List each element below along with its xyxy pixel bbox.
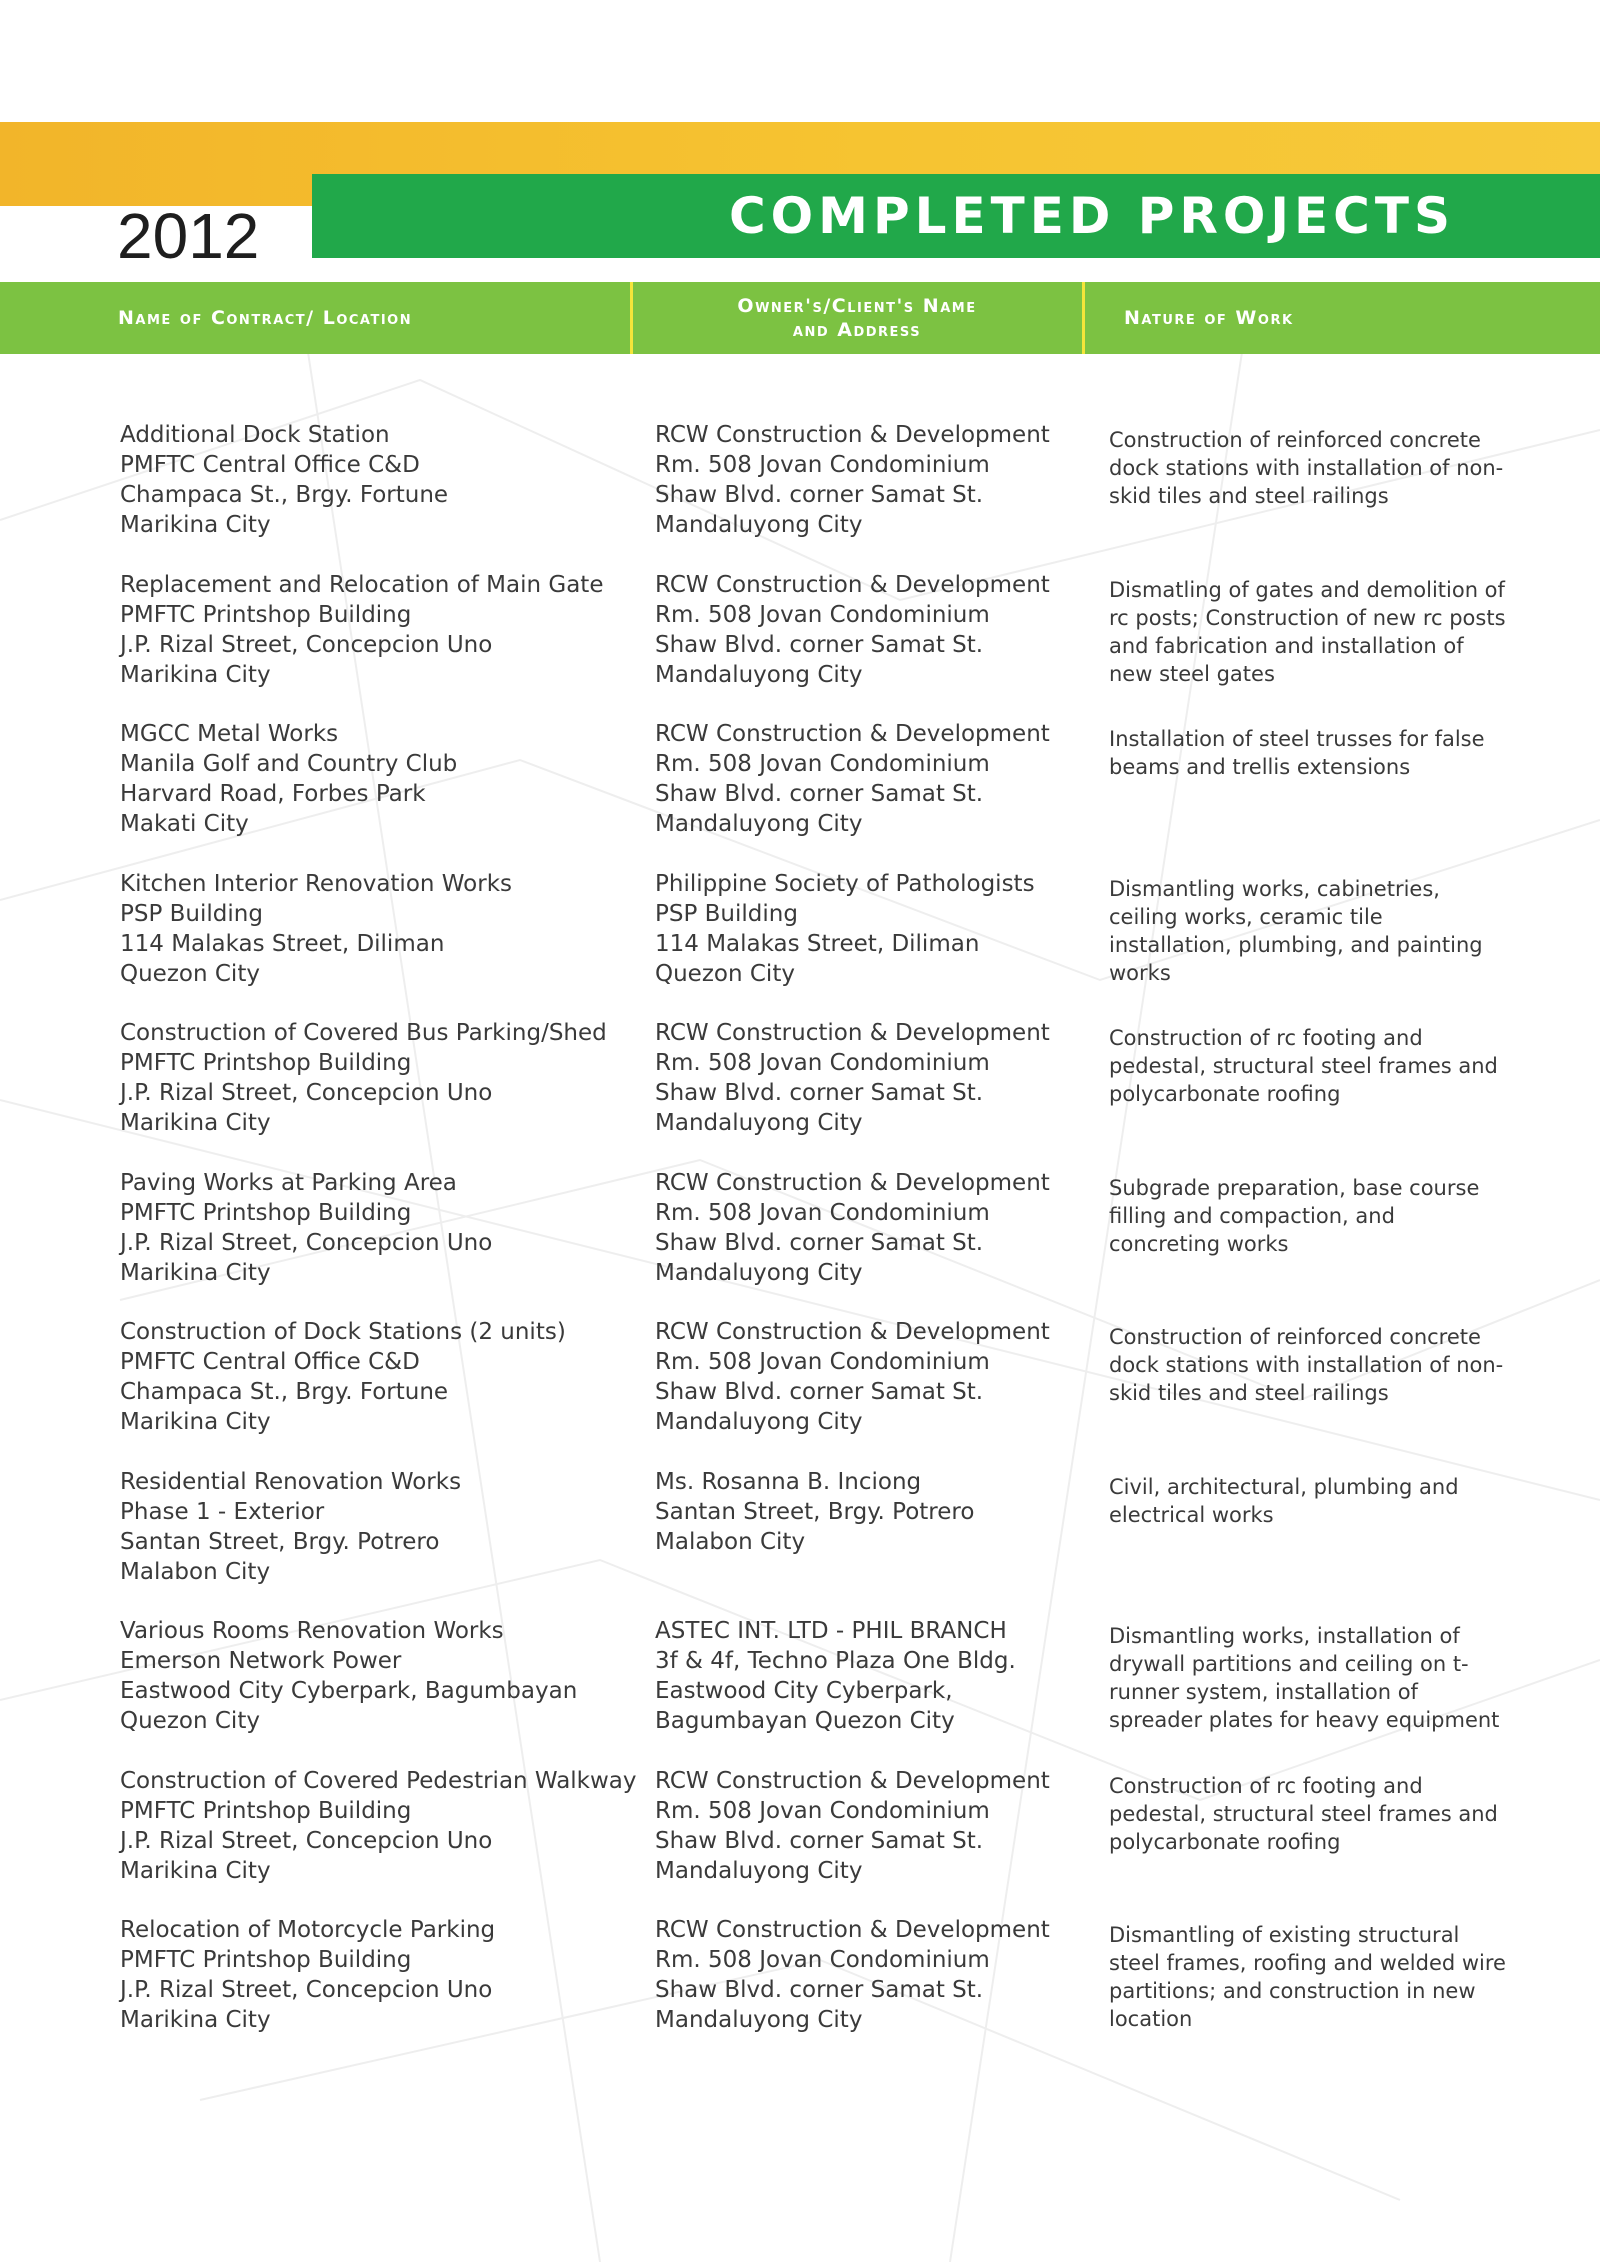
owner-line: Rm. 508 Jovan Condominium (655, 1947, 990, 1973)
contract-line: Construction of Covered Pedestrian Walkway (120, 1768, 637, 1794)
owner-line: Mandaluyong City (655, 1110, 863, 1136)
contract-line: Champaca St., Brgy. Fortune (120, 482, 449, 508)
nature-of-work: Dismantling of existing structural steel frames, roofing and welded wire partitions; and construction in new location (1109, 1923, 1506, 2031)
contract-line: J.P. Rizal Street, Concepcion Uno (120, 1977, 493, 2003)
owner-line: Mandaluyong City (655, 662, 863, 688)
contract-line: Construction of Covered Bus Parking/Shed (120, 1020, 607, 1046)
owner-line: Rm. 508 Jovan Condominium (655, 1200, 990, 1226)
owner-address (655, 1616, 1016, 1736)
column-header-contract: Name of Contract/ Location (118, 307, 413, 329)
nature-of-work: Construction of reinforced concrete dock stations with installation of non-skid tiles and steel railings (1109, 1325, 1504, 1405)
owner-line: Santan Street, Brgy. Potrero (655, 1499, 975, 1525)
contract-location (120, 1317, 566, 1437)
owner-line: Rm. 508 Jovan Condominium (655, 751, 990, 777)
owner-address (655, 1317, 1050, 1437)
page-title: COMPLETED PROJECTS (728, 187, 1455, 245)
nature-of-work: Installation of steel trusses for false beams and trellis extensions (1109, 727, 1485, 779)
owner-line: Philippine Society of Pathologists (655, 871, 1035, 897)
year-label: 2012 (117, 200, 260, 272)
owner-line: ASTEC INT. LTD - PHIL BRANCH (655, 1618, 1007, 1644)
owner-line: Mandaluyong City (655, 1409, 863, 1435)
nature-of-work: Subgrade preparation, base course filling and compaction, and concreting works (1109, 1176, 1480, 1256)
contract-location (120, 1766, 637, 1886)
owner-line: Rm. 508 Jovan Condominium (655, 452, 990, 478)
contract-line: Residential Renovation Works (120, 1469, 462, 1495)
owner-address (655, 1766, 1050, 1886)
contract-line: PMFTC Printshop Building (120, 1798, 412, 1824)
contract-line: Makati City (120, 811, 249, 837)
nature-of-work: Construction of reinforced concrete dock stations with installation of non-skid tiles and steel railings (1109, 428, 1504, 508)
contract-location (120, 1915, 495, 2035)
owner-line: Shaw Blvd. corner Samat St. (655, 632, 984, 658)
owner-line: RCW Construction & Development (655, 721, 1050, 747)
contract-line: 114 Malakas Street, Diliman (120, 931, 445, 957)
column-header-owner (632, 282, 1082, 354)
contract-location (120, 719, 457, 839)
owner-line: Rm. 508 Jovan Condominium (655, 602, 990, 628)
contract-line: PMFTC Printshop Building (120, 1200, 412, 1226)
owner-line: Mandaluyong City (655, 1858, 863, 1884)
owner-line: 3f & 4f, Techno Plaza One Bldg. (655, 1648, 1016, 1674)
column-header-owner-line1: Owner's/Client's Name (737, 295, 977, 317)
contract-location (120, 1168, 492, 1288)
contract-line: J.P. Rizal Street, Concepcion Uno (120, 1828, 493, 1854)
owner-line: Shaw Blvd. corner Samat St. (655, 1379, 984, 1405)
contract-location (120, 1018, 607, 1138)
owner-line: Malabon City (655, 1529, 806, 1555)
contract-location (120, 1467, 461, 1587)
owner-line: Rm. 508 Jovan Condominium (655, 1349, 990, 1375)
contract-line: Replacement and Relocation of Main Gate (120, 572, 604, 598)
contract-line: PMFTC Central Office C&D (120, 1349, 420, 1375)
owner-address (655, 1168, 1050, 1288)
contract-line: Santan Street, Brgy. Potrero (120, 1529, 440, 1555)
contract-line: Quezon City (120, 1708, 260, 1734)
owner-line: Bagumbayan Quezon City (655, 1708, 955, 1734)
contract-location (120, 570, 603, 690)
owner-line: RCW Construction & Development (655, 1319, 1050, 1345)
owner-address (655, 570, 1050, 690)
contract-line: Malabon City (120, 1559, 271, 1585)
column-header-bar (0, 282, 1600, 354)
contract-line: Marikina City (120, 1858, 271, 1884)
contract-line: MGCC Metal Works (120, 721, 339, 747)
contract-line: Various Rooms Renovation Works (120, 1618, 504, 1644)
owner-line: 114 Malakas Street, Diliman (655, 931, 980, 957)
contract-line: Champaca St., Brgy. Fortune (120, 1379, 449, 1405)
nature-of-work: Dismatling of gates and demolition of rc posts; Construction of new rc posts and fabrication and installation of new steel gates (1109, 578, 1506, 686)
owner-line: Shaw Blvd. corner Samat St. (655, 1828, 984, 1854)
owner-address (655, 420, 1050, 540)
column-header-nature: Nature of Work (1124, 307, 1294, 329)
header-divider (1082, 282, 1085, 354)
owner-line: Mandaluyong City (655, 2007, 863, 2033)
owner-line: Shaw Blvd. corner Samat St. (655, 1230, 984, 1256)
owner-address (655, 1018, 1050, 1138)
owner-line: Shaw Blvd. corner Samat St. (655, 1977, 984, 2003)
contract-line: J.P. Rizal Street, Concepcion Uno (120, 632, 493, 658)
owner-line: Shaw Blvd. corner Samat St. (655, 1080, 984, 1106)
contract-line: Phase 1 - Exterior (120, 1499, 325, 1525)
owner-line: Mandaluyong City (655, 512, 863, 538)
contract-line: J.P. Rizal Street, Concepcion Uno (120, 1080, 493, 1106)
owner-line: Rm. 508 Jovan Condominium (655, 1050, 990, 1076)
owner-line: PSP Building (655, 901, 798, 927)
contract-line: Additional Dock Station (120, 422, 390, 448)
contract-line: Marikina City (120, 1260, 271, 1286)
contract-line: Construction of Dock Stations (2 units) (120, 1319, 566, 1345)
contract-line: Relocation of Motorcycle Parking (120, 1917, 496, 1943)
nature-of-work: Construction of rc footing and pedestal, structural steel frames and polycarbonate roofing (1109, 1774, 1498, 1854)
contract-line: Harvard Road, Forbes Park (120, 781, 426, 807)
contract-location (120, 869, 512, 989)
contract-line: PMFTC Central Office C&D (120, 452, 420, 478)
owner-address (655, 1915, 1050, 2035)
nature-of-work: Construction of rc footing and pedestal, structural steel frames and polycarbonate roofing (1109, 1026, 1498, 1106)
contract-line: PMFTC Printshop Building (120, 1947, 412, 1973)
owner-address (655, 1467, 974, 1557)
owner-line: RCW Construction & Development (655, 572, 1050, 598)
contract-line: J.P. Rizal Street, Concepcion Uno (120, 1230, 493, 1256)
owner-line: Ms. Rosanna B. Inciong (655, 1469, 922, 1495)
nature-of-work: Dismantling works, installation of drywall partitions and ceiling on t-runner system, installation of spreader plates for heavy equipment (1109, 1624, 1500, 1732)
owner-line: Mandaluyong City (655, 811, 863, 837)
contract-line: PMFTC Printshop Building (120, 1050, 412, 1076)
contract-line: Emerson Network Power (120, 1648, 402, 1674)
owner-line: Eastwood City Cyberpark, (655, 1678, 953, 1704)
owner-line: Shaw Blvd. corner Samat St. (655, 482, 984, 508)
contract-line: Quezon City (120, 961, 260, 987)
title-banner (312, 174, 1600, 258)
owner-line: RCW Construction & Development (655, 1768, 1050, 1794)
contract-line: Marikina City (120, 512, 271, 538)
contract-line: Kitchen Interior Renovation Works (120, 871, 513, 897)
owner-line: RCW Construction & Development (655, 1020, 1050, 1046)
contract-line: PSP Building (120, 901, 263, 927)
owner-address (655, 719, 1050, 839)
owner-line: RCW Construction & Development (655, 1170, 1050, 1196)
owner-line: Rm. 508 Jovan Condominium (655, 1798, 990, 1824)
owner-line: RCW Construction & Development (655, 422, 1050, 448)
contract-line: PMFTC Printshop Building (120, 602, 412, 628)
contract-line: Marikina City (120, 1409, 271, 1435)
nature-of-work: Civil, architectural, plumbing and electrical works (1109, 1475, 1459, 1527)
owner-line: Mandaluyong City (655, 1260, 863, 1286)
contract-line: Eastwood City Cyberpark, Bagumbayan (120, 1678, 578, 1704)
contract-line: Manila Golf and Country Club (120, 751, 458, 777)
column-header-owner-line2: and Address (792, 319, 922, 341)
contract-line: Paving Works at Parking Area (120, 1170, 457, 1196)
owner-address (655, 869, 1035, 989)
contract-location (120, 1616, 577, 1736)
nature-of-work: Dismantling works, cabinetries, ceiling works, ceramic tile installation, plumbing, and painting works (1109, 877, 1483, 985)
owner-line: Quezon City (655, 961, 795, 987)
contract-line: Marikina City (120, 1110, 271, 1136)
contract-line: Marikina City (120, 662, 271, 688)
contract-line: Marikina City (120, 2007, 271, 2033)
owner-line: Shaw Blvd. corner Samat St. (655, 781, 984, 807)
owner-line: RCW Construction & Development (655, 1917, 1050, 1943)
contract-location (120, 420, 448, 540)
